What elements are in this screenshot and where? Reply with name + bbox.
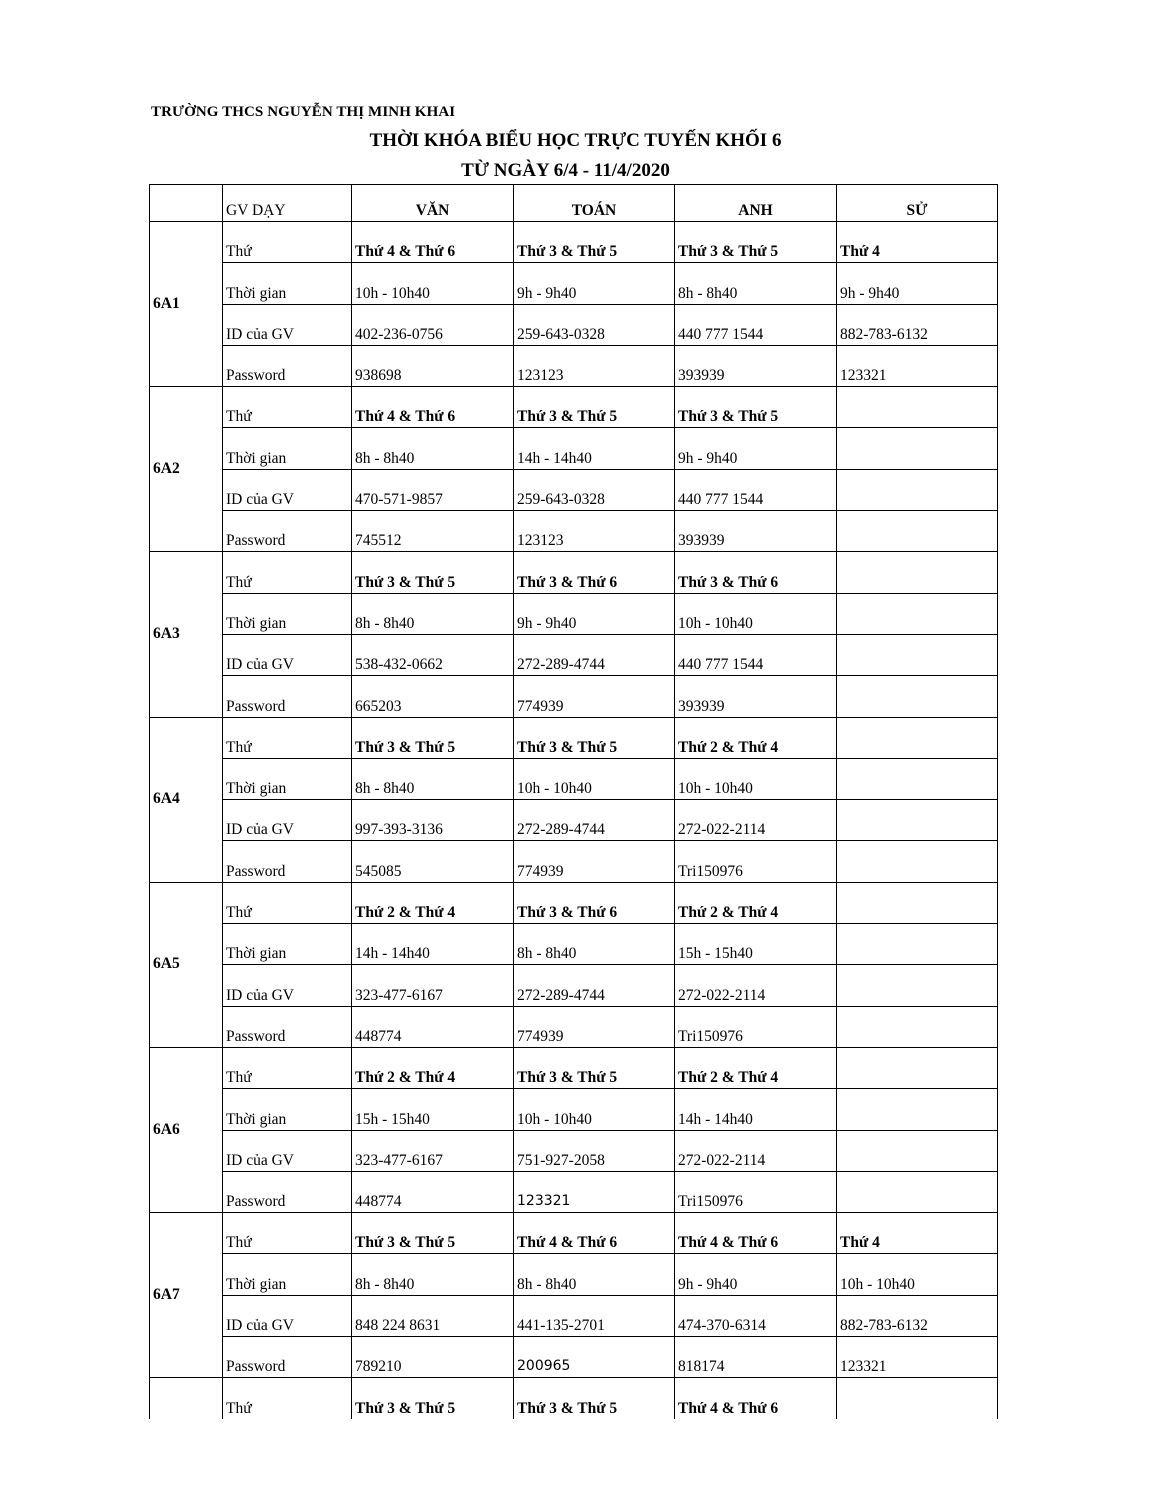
schedule-cell: 393939 — [675, 676, 837, 717]
schedule-cell: 123321 — [837, 1337, 998, 1378]
table-row — [150, 304, 998, 345]
header-cell-class — [150, 185, 223, 222]
table-row — [150, 924, 998, 965]
row-label-cell: Password — [223, 1337, 352, 1378]
schedule-cell: 10h - 10h40 — [675, 593, 837, 634]
schedule-cell: 123123 — [514, 345, 675, 386]
schedule-cell: 441-135-2701 — [514, 1295, 675, 1336]
schedule-cell: 123321 — [837, 345, 998, 386]
class-name-cell — [150, 1378, 223, 1419]
row-label-cell: Thời gian — [223, 263, 352, 304]
schedule-cell: Thứ 4 & Thứ 6 — [514, 1213, 675, 1254]
schedule-cell: 9h - 9h40 — [675, 428, 837, 469]
table-row — [150, 1089, 998, 1130]
header-cell-gv: GV DẠY — [223, 185, 352, 222]
class-name-cell: 6A7 — [150, 1213, 223, 1378]
schedule-cell: Thứ 3 & Thứ 5 — [514, 1047, 675, 1088]
date-range: TỪ NGÀY 6/4 - 11/4/2020 — [461, 160, 670, 181]
schedule-cell: 272-022-2114 — [675, 800, 837, 841]
row-label-cell: Thứ — [223, 717, 352, 758]
schedule-cell: 882-783-6132 — [837, 1295, 998, 1336]
schedule-cell: 9h - 9h40 — [514, 263, 675, 304]
row-label-cell: Thời gian — [223, 758, 352, 799]
schedule-cell: 14h - 14h40 — [352, 924, 514, 965]
row-label-cell: ID của GV — [223, 1295, 352, 1336]
row-label-cell: Password — [223, 841, 352, 882]
schedule-cell — [837, 1006, 998, 1047]
schedule-cell: 272-289-4744 — [514, 634, 675, 675]
schedule-cell — [837, 924, 998, 965]
schedule-cell: 14h - 14h40 — [514, 428, 675, 469]
schedule-cell: Thứ 3 & Thứ 5 — [352, 717, 514, 758]
row-label-cell: Thời gian — [223, 593, 352, 634]
schedule-cell: 882-783-6132 — [837, 304, 998, 345]
schedule-cell — [837, 511, 998, 552]
header-row — [150, 185, 998, 222]
row-label-cell: Thời gian — [223, 1089, 352, 1130]
schedule-cell — [837, 469, 998, 510]
schedule-cell: Thứ 2 & Thứ 4 — [352, 882, 514, 923]
schedule-cell: 323-477-6167 — [352, 965, 514, 1006]
header-cell-van: VĂN — [352, 185, 514, 222]
schedule-cell: Thứ 3 & Thứ 5 — [514, 222, 675, 263]
table-row — [150, 1213, 998, 1254]
table-row-partial — [150, 1378, 998, 1419]
row-label-cell: Thứ — [223, 387, 352, 428]
schedule-cell: Thứ 3 & Thứ 6 — [514, 552, 675, 593]
schedule-cell: 14h - 14h40 — [675, 1089, 837, 1130]
schedule-cell: 10h - 10h40 — [352, 263, 514, 304]
schedule-cell: 259-643-0328 — [514, 304, 675, 345]
schedule-cell: 323-477-6167 — [352, 1130, 514, 1171]
table-row — [150, 511, 998, 552]
table-row — [150, 717, 998, 758]
schedule-cell: Thứ 3 & Thứ 5 — [352, 1213, 514, 1254]
row-label-cell: ID của GV — [223, 634, 352, 675]
schedule-cell: Thứ 3 & Thứ 6 — [514, 882, 675, 923]
table-row — [150, 1337, 998, 1378]
schedule-cell: Thứ 3 & Thứ 5 — [514, 387, 675, 428]
schedule-cell: Thứ 2 & Thứ 4 — [675, 1047, 837, 1088]
table-row — [150, 676, 998, 717]
schedule-cell: 545085 — [352, 841, 514, 882]
schedule-cell — [837, 1171, 998, 1212]
school-name: TRƯỜNG THCS NGUYỄN THỊ MINH KHAI — [151, 104, 456, 120]
schedule-cell: Thứ 4 & Thứ 6 — [675, 1378, 837, 1419]
schedule-cell — [837, 841, 998, 882]
schedule-cell: 393939 — [675, 345, 837, 386]
table-row — [150, 1254, 998, 1295]
schedule-cell: 8h - 8h40 — [352, 428, 514, 469]
table-row — [150, 593, 998, 634]
schedule-cell: Tri150976 — [675, 841, 837, 882]
table-row — [150, 428, 998, 469]
row-label-cell: ID của GV — [223, 800, 352, 841]
row-label-cell: Thứ — [223, 882, 352, 923]
schedule-cell — [837, 1378, 998, 1419]
table-row — [150, 841, 998, 882]
schedule-cell: 272-289-4744 — [514, 965, 675, 1006]
schedule-cell: Thứ 2 & Thứ 4 — [675, 717, 837, 758]
table-row — [150, 800, 998, 841]
schedule-cell: 751-927-2058 — [514, 1130, 675, 1171]
schedule-cell — [837, 634, 998, 675]
table-row — [150, 1130, 998, 1171]
schedule-cell: 402-236-0756 — [352, 304, 514, 345]
schedule-cell: 259-643-0328 — [514, 469, 675, 510]
schedule-cell: Thứ 3 & Thứ 5 — [514, 717, 675, 758]
schedule-cell: 448774 — [352, 1171, 514, 1212]
schedule-cell: 9h - 9h40 — [837, 263, 998, 304]
schedule-cell — [837, 676, 998, 717]
schedule-cell: 272-022-2114 — [675, 1130, 837, 1171]
schedule-cell: Thứ 4 & Thứ 6 — [352, 387, 514, 428]
schedule-cell: Thứ 3 & Thứ 6 — [675, 552, 837, 593]
schedule-cell: 10h - 10h40 — [514, 1089, 675, 1130]
schedule-cell — [837, 1047, 998, 1088]
schedule-cell: 9h - 9h40 — [514, 593, 675, 634]
schedule-cell: Thứ 3 & Thứ 5 — [675, 387, 837, 428]
schedule-cell: 15h - 15h40 — [352, 1089, 514, 1130]
schedule-cell: 789210 — [352, 1337, 514, 1378]
schedule-cell: Thứ 2 & Thứ 4 — [352, 1047, 514, 1088]
schedule-cell: 272-289-4744 — [514, 800, 675, 841]
schedule-cell — [837, 758, 998, 799]
table-row — [150, 1047, 998, 1088]
page-title: THỜI KHÓA BIỂU HỌC TRỰC TUYẾN KHỐI 6 — [369, 130, 782, 151]
schedule-cell: 8h - 8h40 — [352, 1254, 514, 1295]
class-name-cell: 6A2 — [150, 387, 223, 552]
schedule-cell: 10h - 10h40 — [514, 758, 675, 799]
schedule-cell — [837, 387, 998, 428]
header-cell-anh: ANH — [675, 185, 837, 222]
schedule-cell: 123321 — [514, 1171, 675, 1212]
schedule-cell — [837, 552, 998, 593]
row-label-cell: Thời gian — [223, 1254, 352, 1295]
row-label-cell: ID của GV — [223, 965, 352, 1006]
class-name-cell: 6A3 — [150, 552, 223, 717]
table-row — [150, 552, 998, 593]
row-label-cell: Thứ — [223, 1047, 352, 1088]
schedule-cell: Tri150976 — [675, 1171, 837, 1212]
schedule-cell: 938698 — [352, 345, 514, 386]
schedule-cell: Thứ 3 & Thứ 5 — [514, 1378, 675, 1419]
row-label-cell: Password — [223, 511, 352, 552]
timetable — [149, 184, 998, 1419]
row-label-cell: Thứ — [223, 1213, 352, 1254]
row-label-cell: Thứ — [223, 222, 352, 263]
row-label-cell: Thời gian — [223, 924, 352, 965]
table-row — [150, 263, 998, 304]
schedule-cell — [837, 717, 998, 758]
schedule-cell: 9h - 9h40 — [675, 1254, 837, 1295]
schedule-cell: 474-370-6314 — [675, 1295, 837, 1336]
schedule-cell: 538-432-0662 — [352, 634, 514, 675]
table-row — [150, 469, 998, 510]
table-row — [150, 882, 998, 923]
header-cell-toan: TOÁN — [514, 185, 675, 222]
schedule-cell: 848 224 8631 — [352, 1295, 514, 1336]
schedule-cell: Thứ 3 & Thứ 5 — [675, 222, 837, 263]
class-name-cell: 6A5 — [150, 882, 223, 1047]
schedule-cell: Thứ 4 & Thứ 6 — [675, 1213, 837, 1254]
schedule-cell: 8h - 8h40 — [514, 1254, 675, 1295]
row-label-cell: Thứ — [223, 552, 352, 593]
schedule-cell: 8h - 8h40 — [352, 593, 514, 634]
table-row — [150, 222, 998, 263]
class-name-cell: 6A1 — [150, 222, 223, 387]
schedule-cell: 665203 — [352, 676, 514, 717]
row-label-cell: ID của GV — [223, 1130, 352, 1171]
schedule-cell: 997-393-3136 — [352, 800, 514, 841]
schedule-cell: 774939 — [514, 841, 675, 882]
schedule-cell: Thứ 2 & Thứ 4 — [675, 882, 837, 923]
schedule-cell: 440 777 1544 — [675, 304, 837, 345]
schedule-cell: 470-571-9857 — [352, 469, 514, 510]
row-label-cell: Password — [223, 1006, 352, 1047]
schedule-cell: 8h - 8h40 — [514, 924, 675, 965]
class-name-cell: 6A6 — [150, 1047, 223, 1212]
schedule-cell — [837, 800, 998, 841]
row-label-cell: ID của GV — [223, 304, 352, 345]
schedule-cell: 393939 — [675, 511, 837, 552]
table-row — [150, 965, 998, 1006]
class-name-cell: 6A4 — [150, 717, 223, 882]
table-row — [150, 634, 998, 675]
schedule-cell: 440 777 1544 — [675, 469, 837, 510]
schedule-cell — [837, 428, 998, 469]
schedule-cell: 15h - 15h40 — [675, 924, 837, 965]
schedule-cell — [837, 593, 998, 634]
schedule-cell: 774939 — [514, 676, 675, 717]
schedule-cell: Thứ 3 & Thứ 5 — [352, 552, 514, 593]
schedule-cell: 200965 — [514, 1337, 675, 1378]
table-row — [150, 758, 998, 799]
schedule-cell: 123123 — [514, 511, 675, 552]
header-cell-su: SỬ — [837, 185, 998, 222]
schedule-cell: Thứ 4 & Thứ 6 — [352, 222, 514, 263]
schedule-cell: 818174 — [675, 1337, 837, 1378]
table-row — [150, 387, 998, 428]
row-label-cell: Password — [223, 345, 352, 386]
table-row — [150, 345, 998, 386]
table-row — [150, 1295, 998, 1336]
schedule-cell: Thứ 4 — [837, 1213, 998, 1254]
row-label-cell: Password — [223, 676, 352, 717]
schedule-cell: Thứ 3 & Thứ 5 — [352, 1378, 514, 1419]
row-label-cell: Password — [223, 1171, 352, 1212]
schedule-cell: 440 777 1544 — [675, 634, 837, 675]
row-label-cell: Thứ — [223, 1378, 352, 1419]
schedule-cell: 8h - 8h40 — [675, 263, 837, 304]
schedule-cell — [837, 882, 998, 923]
schedule-cell: 10h - 10h40 — [675, 758, 837, 799]
table-row — [150, 1006, 998, 1047]
schedule-cell: 774939 — [514, 1006, 675, 1047]
row-label-cell: ID của GV — [223, 469, 352, 510]
schedule-cell: 8h - 8h40 — [352, 758, 514, 799]
schedule-cell — [837, 1089, 998, 1130]
schedule-cell: Thứ 4 — [837, 222, 998, 263]
schedule-cell — [837, 1130, 998, 1171]
schedule-cell: 10h - 10h40 — [837, 1254, 998, 1295]
table-row — [150, 1171, 998, 1212]
schedule-cell: Tri150976 — [675, 1006, 837, 1047]
schedule-cell: 745512 — [352, 511, 514, 552]
row-label-cell: Thời gian — [223, 428, 352, 469]
schedule-cell: 272-022-2114 — [675, 965, 837, 1006]
schedule-cell: 448774 — [352, 1006, 514, 1047]
schedule-cell — [837, 965, 998, 1006]
